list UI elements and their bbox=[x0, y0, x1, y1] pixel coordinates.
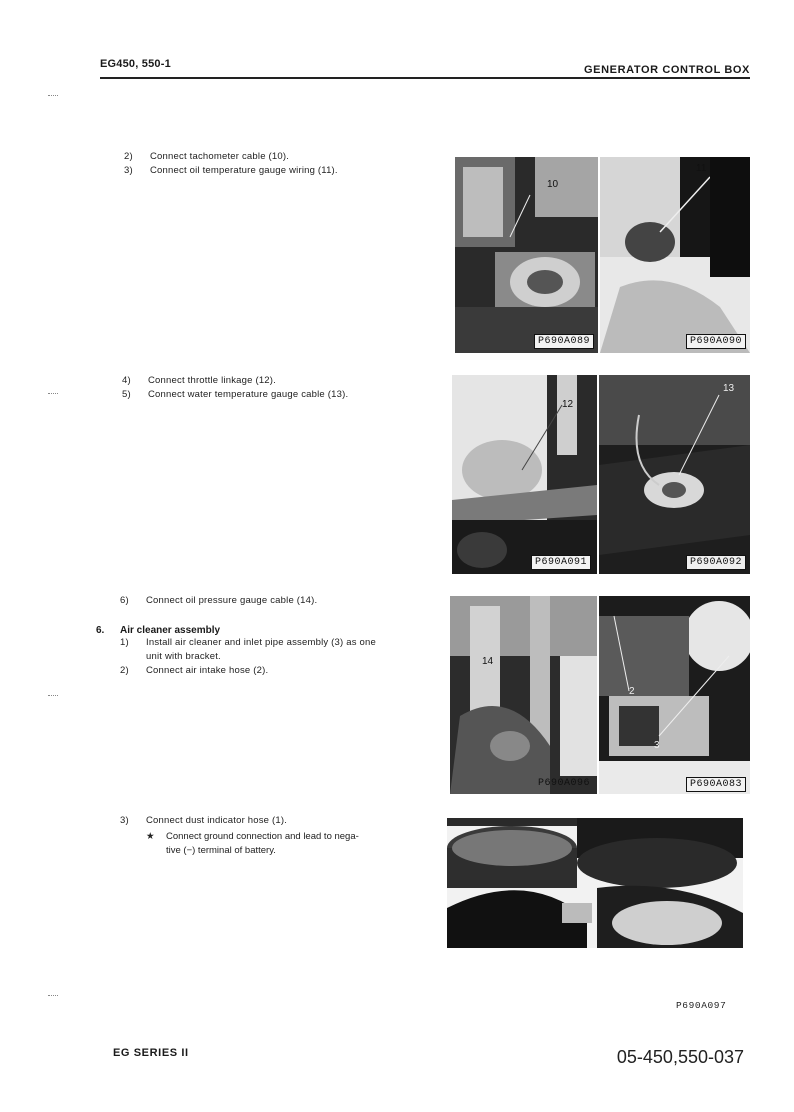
photo-oil-pressure-cable bbox=[450, 596, 597, 794]
callout-2: 2 bbox=[629, 686, 635, 697]
photo-code: P690A091 bbox=[531, 555, 591, 570]
callout-14: 14 bbox=[482, 656, 494, 667]
model-header: EG450, 550-1 bbox=[100, 58, 171, 70]
margin-mark bbox=[48, 995, 58, 996]
photo-code: P690A090 bbox=[686, 334, 746, 349]
section-header: GENERATOR CONTROL BOX bbox=[584, 64, 750, 76]
step-list-a bbox=[124, 150, 338, 178]
photo-water-temp-cable bbox=[599, 375, 750, 574]
photo-tachometer-cable bbox=[455, 157, 598, 353]
step-item-oil-pressure: 6) Connect oil pressure gauge cable (14). bbox=[120, 595, 318, 606]
step-item-dust-indicator: 3) Connect dust indicator hose (1). bbox=[120, 815, 288, 826]
note-line: ★ Connect ground connection and lead to nega- bbox=[146, 831, 359, 842]
callout-11: 11 bbox=[696, 163, 707, 174]
margin-mark bbox=[48, 95, 58, 96]
step-list-b bbox=[122, 374, 348, 402]
section-air-cleaner bbox=[96, 625, 436, 678]
step-item: 3) Connect oil temperature gauge wiring (11). bbox=[124, 165, 338, 176]
page-number: 05-450,550-037 bbox=[616, 1047, 744, 1067]
ground-note bbox=[146, 830, 406, 858]
section-steps bbox=[96, 636, 436, 678]
photo-oil-temp-wiring bbox=[600, 157, 750, 353]
step-item: 2) Connect air intake hose (2). bbox=[120, 665, 269, 676]
callout-13: 13 bbox=[723, 383, 735, 394]
photo-code: P690A089 bbox=[534, 334, 594, 349]
photo-throttle-linkage bbox=[452, 375, 597, 574]
step-item: 2) Connect tachometer cable (10). bbox=[124, 151, 290, 162]
header-rule bbox=[100, 77, 750, 79]
note-line: tive (−) terminal of battery. bbox=[166, 845, 276, 856]
callout-12: 12 bbox=[562, 399, 574, 410]
step-item: 1) Install air cleaner and inlet pipe assembly (3) as one bbox=[120, 637, 376, 648]
step-item: 5) Connect water temperature gauge cable (13). bbox=[122, 389, 349, 400]
photo-air-intake-hose bbox=[599, 596, 750, 794]
photo-code: P690A092 bbox=[686, 555, 746, 570]
photo-code: P690A096 bbox=[537, 778, 590, 789]
section-title: 6. Air cleaner assembly bbox=[96, 625, 221, 636]
series-footer: EG SERIES II bbox=[113, 1047, 189, 1059]
margin-mark bbox=[48, 393, 58, 394]
photo-dust-indicator-hose bbox=[447, 818, 743, 948]
step-item-continuation: unit with bracket. bbox=[146, 651, 221, 662]
margin-mark bbox=[48, 695, 58, 696]
photo-code: P690A083 bbox=[686, 777, 746, 792]
callout-3: 3 bbox=[654, 740, 660, 751]
step-item: 4) Connect throttle linkage (12). bbox=[122, 375, 276, 386]
photo-code: P690A097 bbox=[676, 1000, 727, 1011]
callout-10: 10 bbox=[547, 179, 559, 190]
star-icon: ★ bbox=[146, 831, 155, 842]
